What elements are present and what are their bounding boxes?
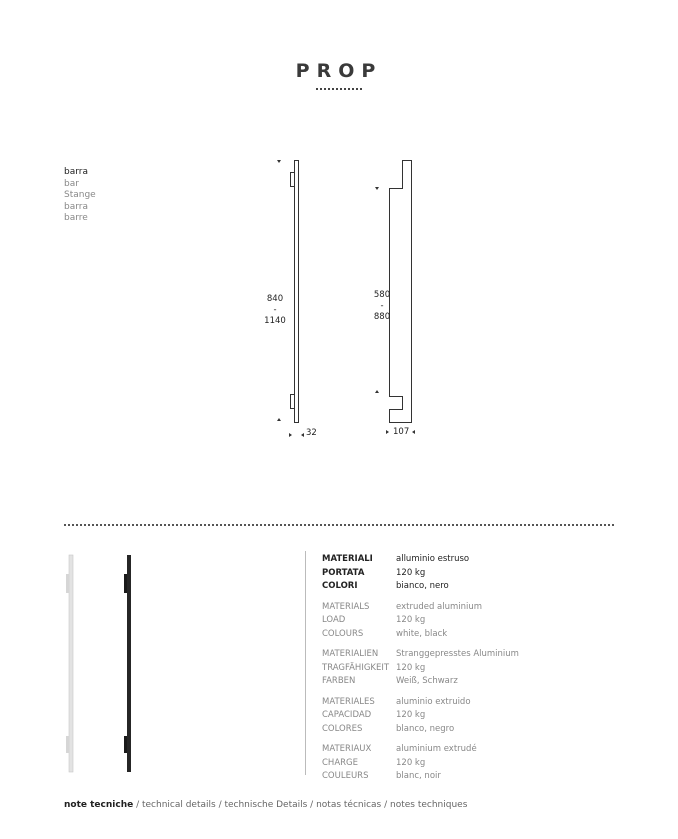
side-height-min: 580 — [373, 290, 391, 300]
spec-group-en — [322, 601, 519, 642]
spec-row — [322, 709, 519, 723]
arrow-width-right — [301, 433, 304, 437]
product-photos — [0, 540, 180, 780]
spec-key: COULEURS — [322, 771, 369, 781]
spec-key: MATERIALI — [322, 554, 373, 564]
spec-value: 120 kg — [396, 757, 426, 768]
spec-key: CHARGE — [322, 757, 359, 768]
spec-row — [322, 743, 519, 757]
spec-key: TRAGFÄHIGKEIT — [322, 662, 390, 673]
spec-value: white, black — [396, 628, 448, 639]
spec-row — [322, 662, 519, 676]
footer-bold-label: note tecniche — [64, 800, 134, 810]
spec-value: 120 kg — [396, 567, 426, 578]
spec-row — [322, 696, 519, 710]
spec-key: CAPACIDAD — [322, 710, 372, 720]
front-bottom-fixing — [291, 395, 295, 409]
black-bar-photo — [124, 555, 131, 772]
spec-row — [322, 553, 519, 567]
spec-row — [322, 770, 519, 784]
spec-value: Weiß, Schwarz — [396, 676, 458, 686]
arrow-bottom-left — [277, 418, 281, 421]
side-height-max: 880 — [373, 312, 391, 322]
spec-row — [322, 757, 519, 771]
front-height-dimension — [262, 294, 288, 327]
front-height-min: 840 — [266, 294, 284, 304]
front-bar-outline — [295, 161, 299, 423]
spec-value: Stranggepresstes Aluminium — [396, 649, 519, 659]
spec-value: 120 kg — [396, 710, 426, 720]
footer-technical-notes — [64, 800, 467, 810]
spec-row — [322, 580, 519, 594]
spec-key: MATERIALIEN — [322, 649, 379, 659]
front-height-dash: - — [273, 305, 277, 315]
spec-row — [322, 567, 519, 581]
spec-row — [322, 675, 519, 689]
spec-key: COLOURS — [322, 628, 364, 639]
section-separator — [64, 524, 614, 526]
spec-key: FARBEN — [322, 676, 356, 686]
arrow-width-left — [289, 433, 292, 437]
specs-divider — [305, 551, 306, 775]
product-title: PROP — [295, 60, 383, 82]
spec-value: 120 kg — [396, 615, 426, 625]
spec-key: MATERIALES — [322, 696, 375, 707]
arrow-mid-bottom — [375, 390, 379, 393]
spec-group-it — [322, 553, 519, 594]
front-top-fixing — [291, 173, 295, 187]
arrow-mid-top — [375, 187, 379, 190]
spec-value: 120 kg — [396, 662, 426, 673]
front-height-max: 1140 — [264, 316, 286, 326]
product-name-de: Stange — [64, 190, 96, 200]
product-name-fr: barre — [64, 213, 88, 223]
spec-value: blanco, negro — [396, 723, 455, 734]
front-width-dimension: 32 — [306, 428, 317, 438]
arrow-top-left — [277, 160, 281, 163]
spec-key: LOAD — [322, 615, 346, 625]
spec-row — [322, 601, 519, 615]
spec-value: aluminio extruido — [396, 696, 471, 707]
white-bar-photo — [66, 555, 73, 772]
spec-value: alluminio estruso — [396, 554, 470, 564]
arrow-depth-right — [412, 430, 415, 434]
product-name-en: bar — [64, 178, 79, 189]
product-name-es: barra — [64, 201, 88, 212]
spec-value: blanc, noir — [396, 771, 441, 781]
spec-key: COLORES — [322, 723, 363, 734]
arrow-depth-left — [386, 430, 389, 434]
spec-value: bianco, nero — [396, 581, 449, 591]
side-depth-dimension: 107 — [393, 427, 410, 437]
spec-row — [322, 628, 519, 642]
footer-translations: / technical details / technische Details / notas técnicas / notes techniques — [133, 800, 468, 810]
spec-group-de — [322, 648, 519, 689]
spec-group-fr — [322, 743, 519, 784]
spec-row — [322, 614, 519, 628]
spec-key: PORTATA — [322, 567, 365, 578]
specs-table — [322, 553, 519, 791]
spec-key: MATERIAUX — [322, 744, 372, 754]
front-view-drawing — [291, 161, 299, 423]
side-height-dimension — [370, 290, 394, 323]
spec-key: MATERIALS — [322, 601, 370, 612]
spec-key: COLORI — [322, 581, 358, 591]
product-name-primary: barra — [64, 167, 88, 177]
spec-row — [322, 648, 519, 662]
side-height-dash: - — [380, 301, 384, 311]
spec-group-es — [322, 696, 519, 737]
spec-row — [322, 723, 519, 737]
spec-value: extruded aluminium — [396, 601, 483, 612]
spec-value: aluminium extrudé — [396, 744, 477, 754]
